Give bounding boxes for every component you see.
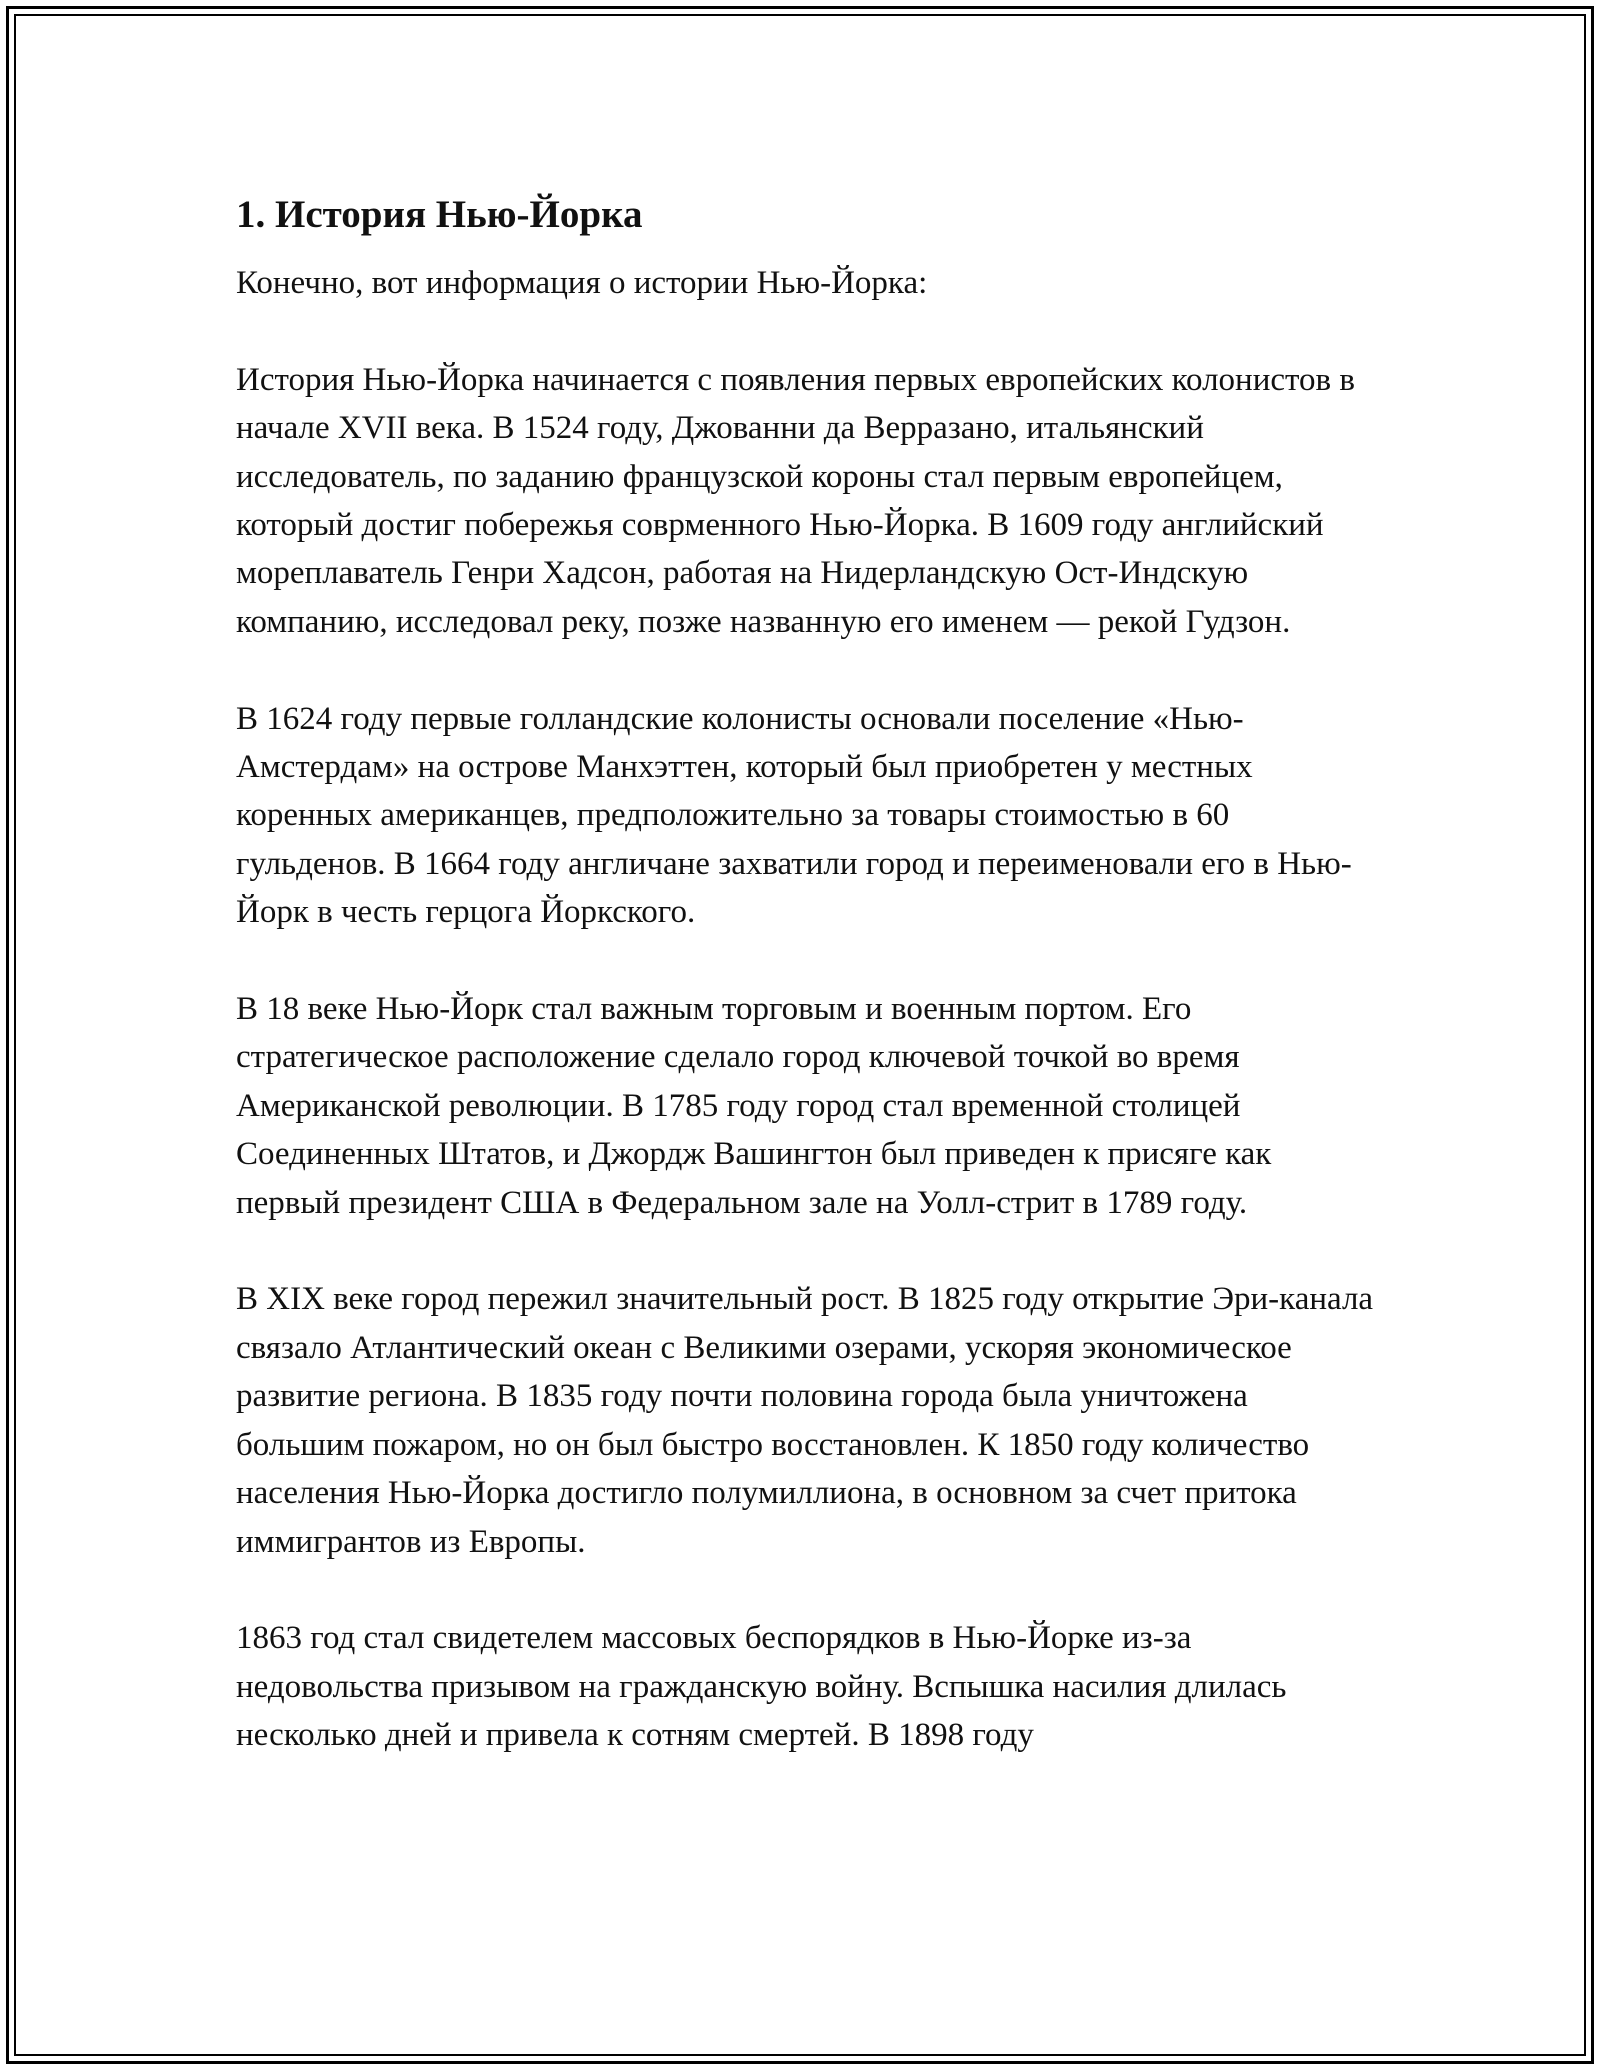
- section-heading: 1. История Нью-Йорка: [236, 193, 643, 236]
- paragraph-1863-riots: 1863 год стал свидетелем массовых беспорядков в Нью-Йорке из-за недовольства призывом на гражданскую войну. Вспышка насилия длилась несколько дней и привела к сотням смертей. В 1898 году: [236, 1620, 1287, 1754]
- paragraph-18th-century: В 18 веке Нью-Йорк стал важным торговым и военным портом. Его стратегическое расположение сделало город ключевой точкой во время Американской революции. В 1785 году город стал временной столицей Соединенных Штатов, и Джордж Вашингтон был приведен к присяге как первый президент США в Федеральном зале на Уолл-стрит в 1789 году.: [236, 991, 1272, 1221]
- paragraph-19th-century: В XIX веке город пережил значительный рост. В 1825 году открытие Эри-канала связало Атлантический океан с Великими озерами, ускоряя экономическое развитие региона. В 1835 году почти половина города была уничтожена большим пожаром, но он был быстро восстановлен. К 1850 году количество населения Нью-Йорка достигло полумиллиона, в основном за счет притока иммигрантов из Европы.: [236, 1281, 1374, 1560]
- document-body: [236, 185, 1376, 1808]
- paragraph-colonists: История Нью-Йорка начинается с появления первых европейских колонистов в начале XVII века. В 1524 году, Джованни да Верразано, итальянский исследователь, по заданию французской короны стал первым европейцем, который достиг побережья соврменного Нью-Йорка. В 1609 году английский мореплаватель Генри Хадсон, работая на Нидерландскую Ост-Индскую компанию, исследовал реку, позже названную его именем — рекой Гудзон.: [236, 361, 1355, 640]
- paragraph-intro: Конечно, вот информация о истории Нью-Йорка:: [236, 265, 928, 301]
- paragraph-new-amsterdam: В 1624 году первые голландские колонисты основали поселение «Нью-Амстердам» на острове Манхэттен, который был приобретен у местных коренных американцев, предположительно за товары стоимостью в 60 гульденов. В 1664 году англичане захватили город и переименовали его в Нью-Йорк в честь герцога Йоркского.: [236, 700, 1352, 931]
